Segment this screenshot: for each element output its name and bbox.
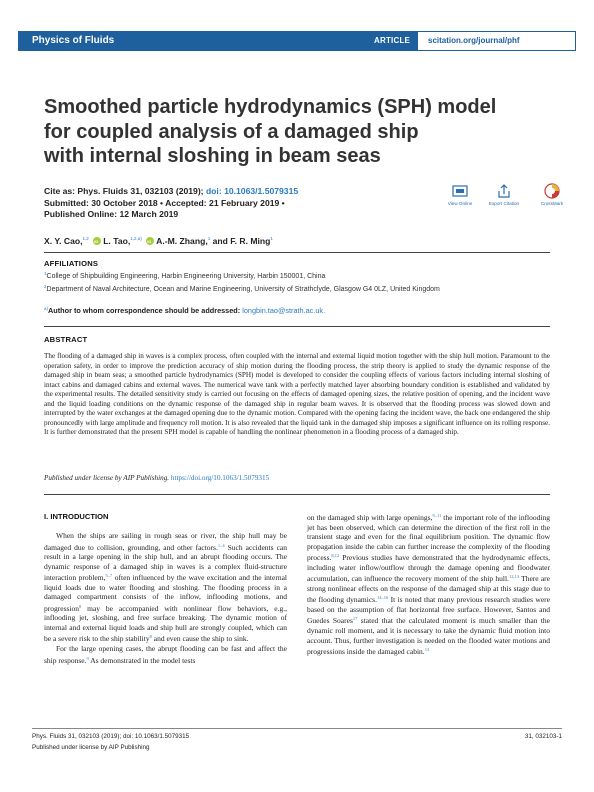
export-citation-label: Export Citation: [488, 201, 520, 206]
title-line: Smoothed particle hydrodynamics (SPH) model: [44, 96, 497, 118]
page-footer: [32, 733, 562, 740]
reference-link[interactable]: 13: [424, 647, 430, 653]
divider: [44, 326, 550, 327]
author-name[interactable]: A.-M. Zhang,: [156, 236, 208, 246]
affiliation-text: Department of Naval Architecture, Ocean and Marine Engineering, University of Strathclyde, Glasgow G4 0LZ, United Kingdom: [46, 286, 440, 293]
reference-link[interactable]: 9: [86, 655, 89, 661]
license-line: [44, 474, 269, 482]
left-column: [44, 531, 287, 665]
affiliation-marker: 1,2,a): [130, 236, 142, 241]
divider: [44, 252, 550, 253]
text-run: When the ships are sailing in rough seas or river, the ship hull may be damaged due to collision, grounding, and other factors.: [44, 531, 287, 552]
reference-link[interactable]: 5–7: [105, 573, 113, 579]
email-link[interactable]: longbin.tao@strath.ac.uk.: [242, 306, 326, 315]
journal-name[interactable]: Physics of Fluids: [32, 35, 115, 46]
journal-url-link[interactable]: scitation.org/journal/phf: [428, 36, 520, 45]
section-heading: I. INTRODUCTION: [44, 512, 109, 521]
affiliations-heading: AFFILIATIONS: [44, 259, 99, 268]
reference-link[interactable]: 8: [149, 634, 152, 640]
view-online-icon: [452, 183, 468, 199]
reference-link[interactable]: 12,13: [508, 574, 520, 580]
affiliation-item: [44, 271, 325, 280]
affiliation-marker: 1: [270, 236, 273, 241]
affiliation-text: College of Shipbuilding Engineering, Harbin Engineering University, Harbin 150001, China: [46, 273, 326, 280]
paragraph: [44, 644, 287, 665]
author-list: [44, 236, 273, 246]
divider: [44, 494, 550, 495]
text-run: It is noted that many previous research studies were based on the assumption of flat horizontal free surface. However, Santos and Guedes Soares: [307, 595, 551, 626]
crossmark-button[interactable]: [530, 183, 574, 206]
article-tools: [438, 183, 578, 213]
paper-title: [44, 95, 514, 169]
text-run: stated that the calculated moment is much smaller than the dynamic roll moment, and it is necessary to take the dynamic fluid motion into account. Thus, further investigation is needed on the flooded water motions and progressions inside the damaged cabin.: [307, 616, 550, 657]
article-label: ARTICLE: [374, 36, 411, 45]
view-online-label: View Online: [447, 201, 473, 206]
crossmark-icon: [544, 183, 560, 199]
dates-line: Submitted: 30 October 2018 • Accepted: 21 February 2019 •: [44, 197, 285, 208]
cite-prefix: Cite as: Phys. Fluids 31, 032103 (2019);: [44, 186, 204, 196]
reference-link[interactable]: 17: [352, 616, 358, 622]
text-run: often influenced by the wave excitation and the internal liquid loads due to water flooding and sloshing. The flooding process in a damaged compartment consists of the inflow, inflooding motions, and progression: [44, 573, 287, 613]
export-citation-button[interactable]: [482, 183, 526, 206]
text-run: the important role of the inflooding jet has been observed, which can determine the direction of the first roll in the transient stage and even for the final equilibrium position. The dynamic flow propagation inside the cabin can further increase the complexity of the flooding process.: [307, 513, 550, 563]
crossmark-label: CrossMark: [540, 201, 564, 206]
abstract-text: The flooding of a damaged ship in waves is a complex process, often coupled with the internal and external liquid motion together with the ship hull motion. Paramount to the operation safety, in order to improve the prediction accuracy of ship motion during the flooding process, the strip theory is applied to study the dynamic response of the damaged ship in beam seas; a smoothed particle hydrodynamics (SPH) model is developed to consider the coupling effects of various factors including internal sloshing of intact cabins and damaged cabins and external waves. The numerical wave tank with a perfectly matched layer absorbing boundary condition is established and validated by the experimental results. The detailed sensitivity study is carried out focusing on the effects of damaged opening sizes, the relative position of opening, and the incident wave and the liquid loading conditions on the dynamic response of the damaged ship in regular beam waves. It is observed that the flooding process was slowed down and interrupted by the water exchanges at the damaged opening due to the dynamic motion. Compared with the opening facing the incident wave, the back one endangered the ship pronouncedly with large amplitude and frequency roll motion. It is also revealed that the liquid tank in the damaged ship imposes a significant influence on its rolling response. It is further demonstrated that the present SPH model is capable of handling the nonlinear phenomenon in a flooding process of a damaged ship.: [44, 352, 550, 437]
author-name[interactable]: and F. R. Ming: [212, 236, 271, 246]
reference-link[interactable]: 8,12: [331, 553, 340, 559]
correspondence-note: [44, 306, 325, 315]
affiliation-marker: 1: [207, 236, 211, 241]
doi-link[interactable]: doi: 10.1063/1.5079315: [205, 186, 299, 196]
text-run: and even cause the ship to sink.: [151, 634, 249, 644]
title-line: with internal sloshing in beam seas: [44, 145, 381, 167]
citation-block: [44, 186, 298, 221]
text-run: For the large opening cases, the abrupt flooding can be fast and affect the ship response.: [44, 644, 287, 665]
paragraph: [44, 531, 287, 644]
reference-link[interactable]: 8: [79, 603, 82, 609]
license-text: Published under license by AIP Publishing.: [44, 474, 170, 482]
reference-link[interactable]: 1–4: [217, 542, 225, 548]
footer-license: [32, 744, 562, 751]
author-name[interactable]: L. Tao,: [103, 236, 131, 246]
export-citation-icon: [496, 183, 512, 199]
abstract-heading: ABSTRACT: [44, 335, 88, 344]
correspondence-text: Author to whom correspondence should be addressed:: [48, 306, 241, 315]
published-line: Published Online: 12 March 2019: [44, 209, 179, 219]
footer-citation: Phys. Fluids 31, 032103 (2019); doi: 10.1063/1.5079315: [32, 733, 190, 740]
affiliation-marker: 1,2: [82, 236, 89, 241]
text-run: There are strong nonlinear effects on the response of the damaged ship at this stage due to the flooding dynamics.: [307, 574, 550, 605]
right-column: [307, 511, 550, 657]
text-run: may be accompanied with nonlinear flow behaviors, e.g., inflooding jet, sloshing, and free surface breaking. The dynamic motion of internal and external liquid loads and ship hull are strongly coupled, which can be a severe risk to the ship stability: [44, 603, 287, 644]
text-run: Previous studies have demonstrated that the hydrodynamic effects, including water inflow/outflow through the damage opening and floodwater accumulation, can influence the recovery moment of the ship hull.: [307, 553, 550, 584]
divider: [32, 728, 562, 729]
footer-license-text: Published under license by AIP Publishing: [32, 744, 150, 751]
text-run: on the damaged ship with large openings,: [307, 513, 433, 522]
title-line: for coupled analysis of a damaged ship: [44, 120, 419, 143]
orcid-icon[interactable]: [146, 237, 154, 245]
author-name[interactable]: X. Y. Cao,: [44, 236, 83, 246]
reference-link[interactable]: 14–16: [376, 595, 389, 601]
affiliation-marker: 1: [44, 271, 47, 276]
journal-header: [0, 0, 594, 56]
text-run: Such accidents can result in a large opening in the ship hull, and an abrupt flooding occurs. The dynamic response of a damaged ship in waves is a complex fluid-structure interaction problem,: [44, 542, 287, 583]
page-number: 31, 032103-1: [524, 733, 562, 740]
paragraph: [307, 511, 550, 657]
view-online-button[interactable]: [438, 183, 482, 206]
reference-link[interactable]: 9–11: [432, 513, 442, 518]
affiliation-item: [44, 284, 440, 293]
text-run: As demonstrated in the model tests: [88, 655, 196, 665]
affiliation-marker: 2: [44, 284, 47, 289]
orcid-icon[interactable]: [93, 237, 101, 245]
affiliation-marker: a): [44, 306, 49, 311]
license-doi-link[interactable]: https://doi.org/10.1063/1.5079315: [170, 474, 270, 482]
